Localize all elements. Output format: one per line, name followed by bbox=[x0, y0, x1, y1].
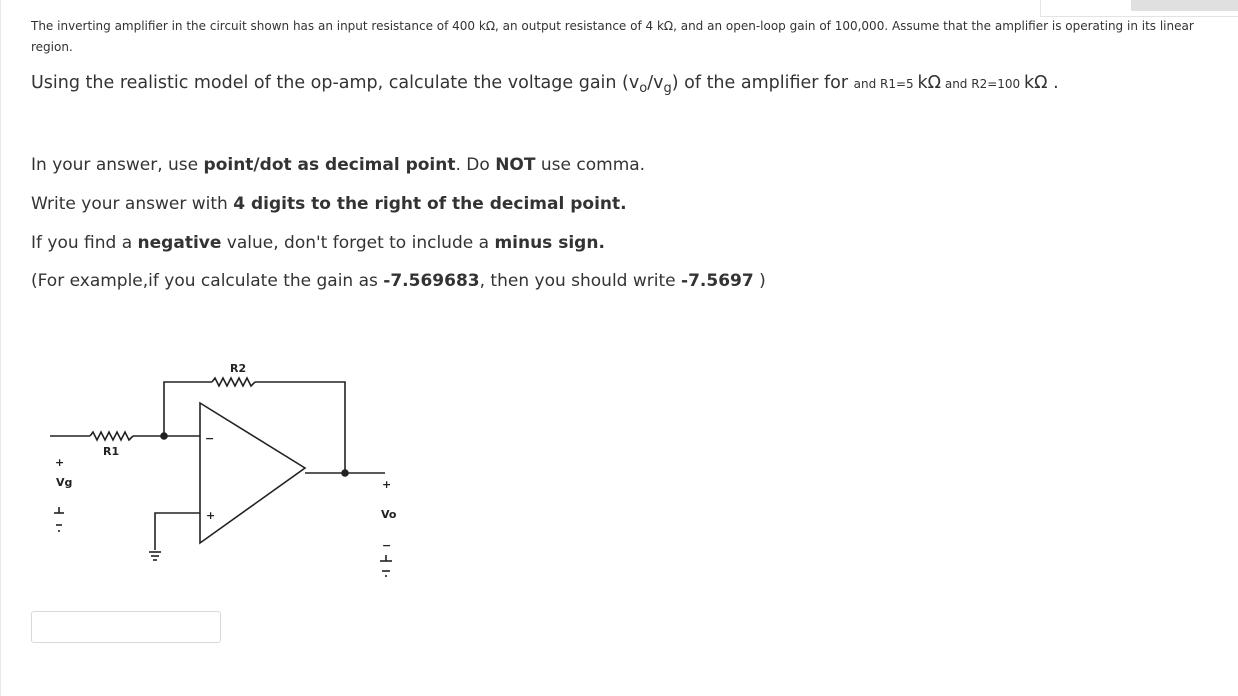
vo-minus-label: − bbox=[382, 539, 392, 552]
resistor-r1 bbox=[90, 432, 133, 440]
page-left-border bbox=[0, 0, 1, 696]
instruction-sign: If you find a negative value, don't forget to include a minus sign. bbox=[31, 233, 605, 253]
instruction-decimal: In your answer, use point/dot as decimal point. Do NOT use comma. bbox=[31, 155, 646, 175]
opamp-inverting-sign: − bbox=[205, 432, 215, 445]
ground-symbol-vg bbox=[54, 507, 64, 531]
answer-input[interactable] bbox=[31, 611, 221, 643]
problem-intro: The inverting amplifier in the circuit shown has an input resistance of 400 kΩ, an output resistance of 4 kΩ, and an open-loop gain of 100,000. Assume that the amplifier is operating in its linear region. bbox=[31, 19, 1194, 54]
ground-symbol-noninverting bbox=[149, 552, 161, 560]
opamp-triangle bbox=[200, 403, 305, 543]
r2-label: R2 bbox=[230, 362, 247, 375]
noninverting-wire bbox=[155, 513, 200, 550]
vg-plus-label: + bbox=[55, 456, 65, 469]
question-text: Using the realistic model of the op-amp, calculate the voltage gain $(v_o/v_g)$ of the amplifier for and R1=5 kΩ and R2=100 kΩ . bbox=[31, 73, 1059, 96]
resistor-r2 bbox=[212, 378, 255, 386]
feedback-wire-right bbox=[255, 382, 345, 473]
vo-label: Vo bbox=[381, 508, 397, 521]
r1-label: R1 bbox=[103, 445, 120, 458]
junction-dot-output bbox=[342, 470, 348, 476]
vg-label: Vg bbox=[56, 476, 73, 489]
opamp-noninverting-sign: + bbox=[206, 509, 216, 522]
instruction-digits: Write your answer with 4 digits to the right of the decimal point. bbox=[31, 194, 627, 214]
feedback-wire-left bbox=[164, 382, 212, 436]
top-button[interactable] bbox=[1131, 0, 1238, 11]
vo-plus-label: + bbox=[382, 478, 392, 491]
inverting-amplifier-circuit bbox=[40, 355, 420, 585]
ground-symbol-vo bbox=[380, 555, 392, 576]
instruction-example: (For example,if you calculate the gain as -7.569683, then you should write -7.5697 ) bbox=[31, 271, 766, 291]
